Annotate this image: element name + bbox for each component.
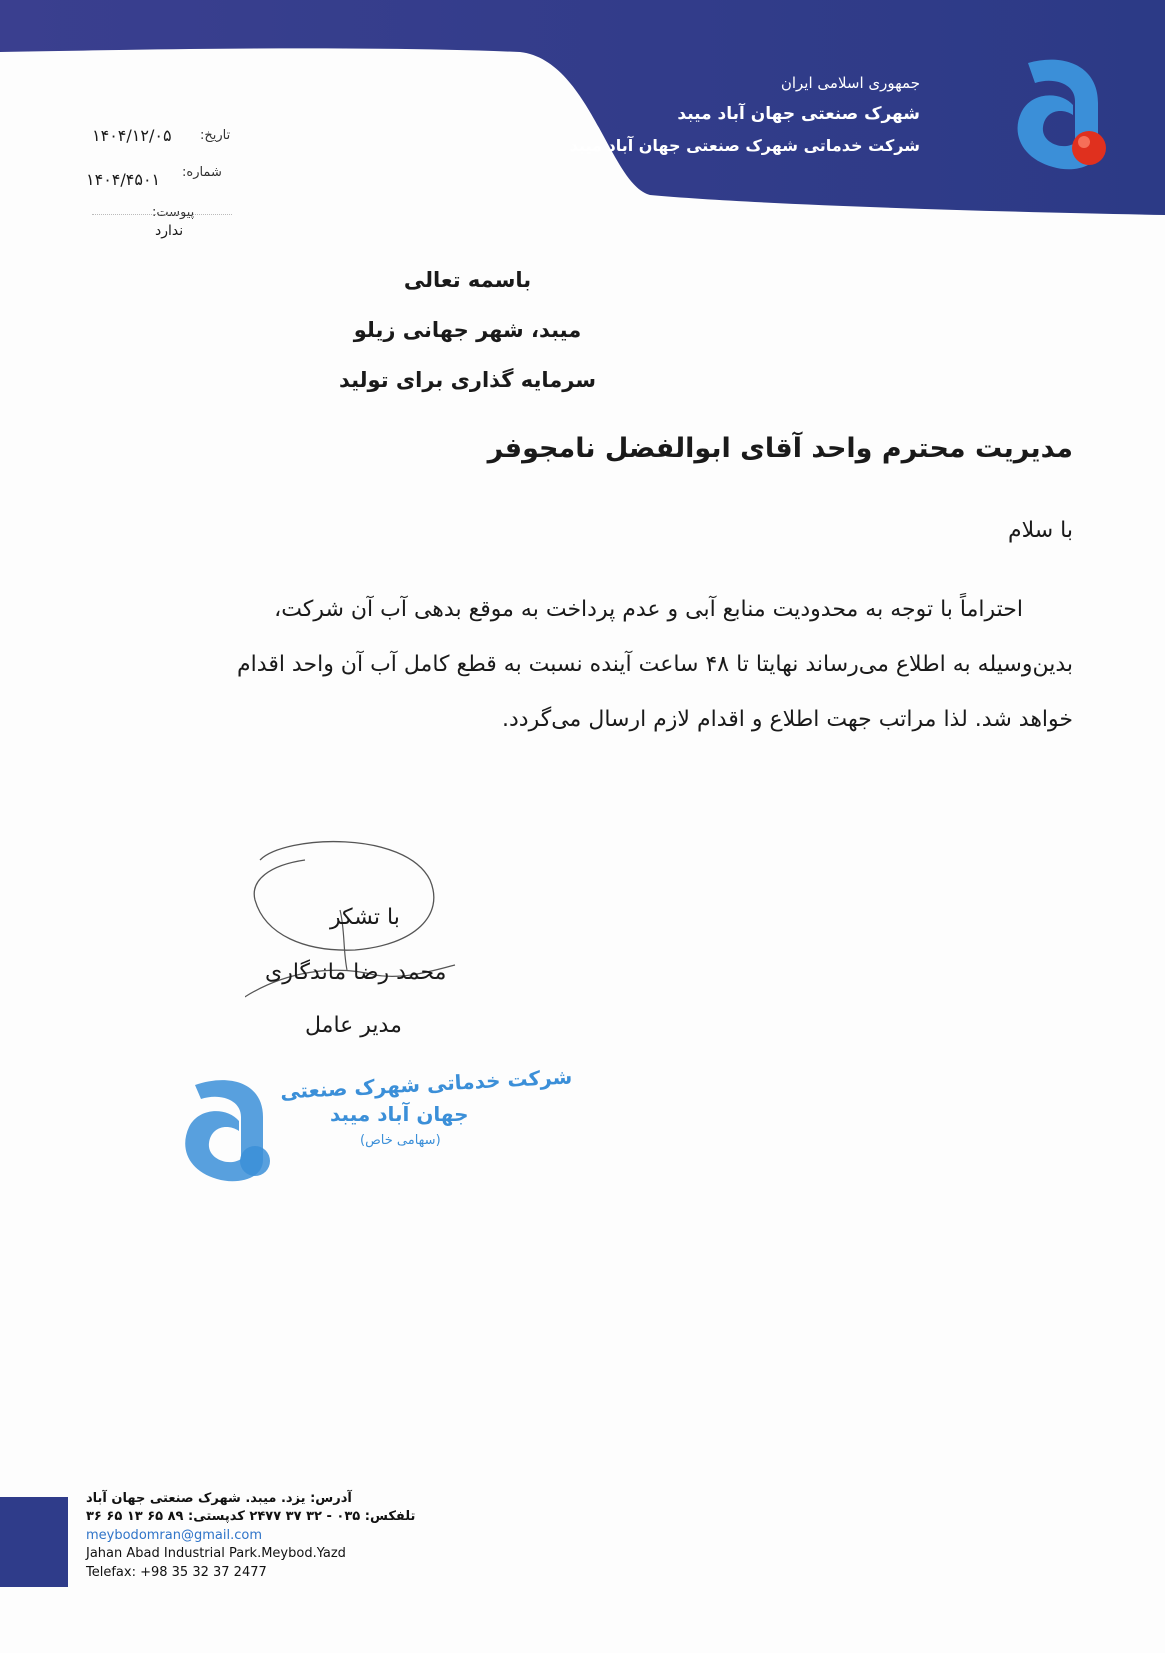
body-line: احتراماً با توجه به محدودیت منابع آبی و عدم پرداخت به موقع بدهی آب آن شرکت، (274, 597, 1023, 622)
stamp-logo-icon (175, 1075, 285, 1185)
footer-address: آدرس: یزد. میبد. شهرک صنعتی جهان آباد (86, 1491, 352, 1506)
attachment-divider (92, 214, 232, 215)
footer-email: meybodomran@gmail.com (86, 1528, 262, 1543)
stamp-location-line: جهان آباد میبد (330, 1102, 469, 1126)
header-country: جمهوری اسلامی ایران (780, 74, 920, 92)
footer-telefax: Telefax: +98 35 32 37 2477 (86, 1565, 267, 1580)
header-park-name: شهرک صنعتی جهان آباد میبد (677, 104, 920, 124)
stamp-type-line: (سهامی خاص) (360, 1133, 441, 1148)
number-value: ۱۴۰۴/۴۵۰۱ (86, 170, 161, 189)
basmala: باسمه تعالی (403, 268, 532, 292)
footer-phone: تلفکس: ۰۳۵ - ۳۲ ۳۷ ۲۴۷۷ کدپستی: ۸۹ ۶۵ ۱۳ ۶۵ ۳۶ (86, 1509, 416, 1524)
footer-english-address: Jahan Abad Industrial Park.Meybod.Yazd (86, 1546, 346, 1561)
header-company-name: شرکت خدماتی شهرک صنعتی جهان آباد میبد (569, 136, 920, 155)
attachment-value: ندارد (155, 223, 184, 239)
signer-title: مدیر عامل (305, 1013, 402, 1038)
attachment-label: پیوست: (152, 205, 195, 220)
header-band (0, 0, 1165, 230)
date-label: تاریخ: (200, 128, 231, 143)
body-line: بدین‌وسیله به اطلاع می‌رساند نهایتا تا ۴۸ ساعت آینده نسبت به قطع کامل آب آن واحد اقدام (237, 652, 1073, 677)
company-logo-icon (1003, 55, 1123, 175)
salutation: با سلام (1007, 518, 1073, 543)
letter-body (118, 582, 1073, 747)
place-slogan: میبد، شهر جهانی زیلو (353, 318, 582, 342)
stamp-company-line: شرکت خدماتی شهرک صنعتی (279, 1064, 573, 1104)
handwritten-signature (245, 840, 475, 1020)
date-value: ۱۴۰۴/۱۲/۰۵ (92, 126, 172, 145)
closing-phrase: با تشکر (330, 905, 400, 930)
recipient: مدیریت محترم واحد آقای ابوالفضل نامجوفر (487, 433, 1073, 464)
year-slogan: سرمایه گذاری برای تولید (338, 368, 597, 392)
signer-name: محمد رضا ماندگاری (265, 960, 447, 985)
footer-accent-block (0, 1497, 68, 1587)
number-label: شماره: (182, 165, 222, 180)
body-line: خواهد شد. لذا مراتب جهت اطلاع و اقدام لازم ارسال می‌گردد. (502, 707, 1073, 732)
